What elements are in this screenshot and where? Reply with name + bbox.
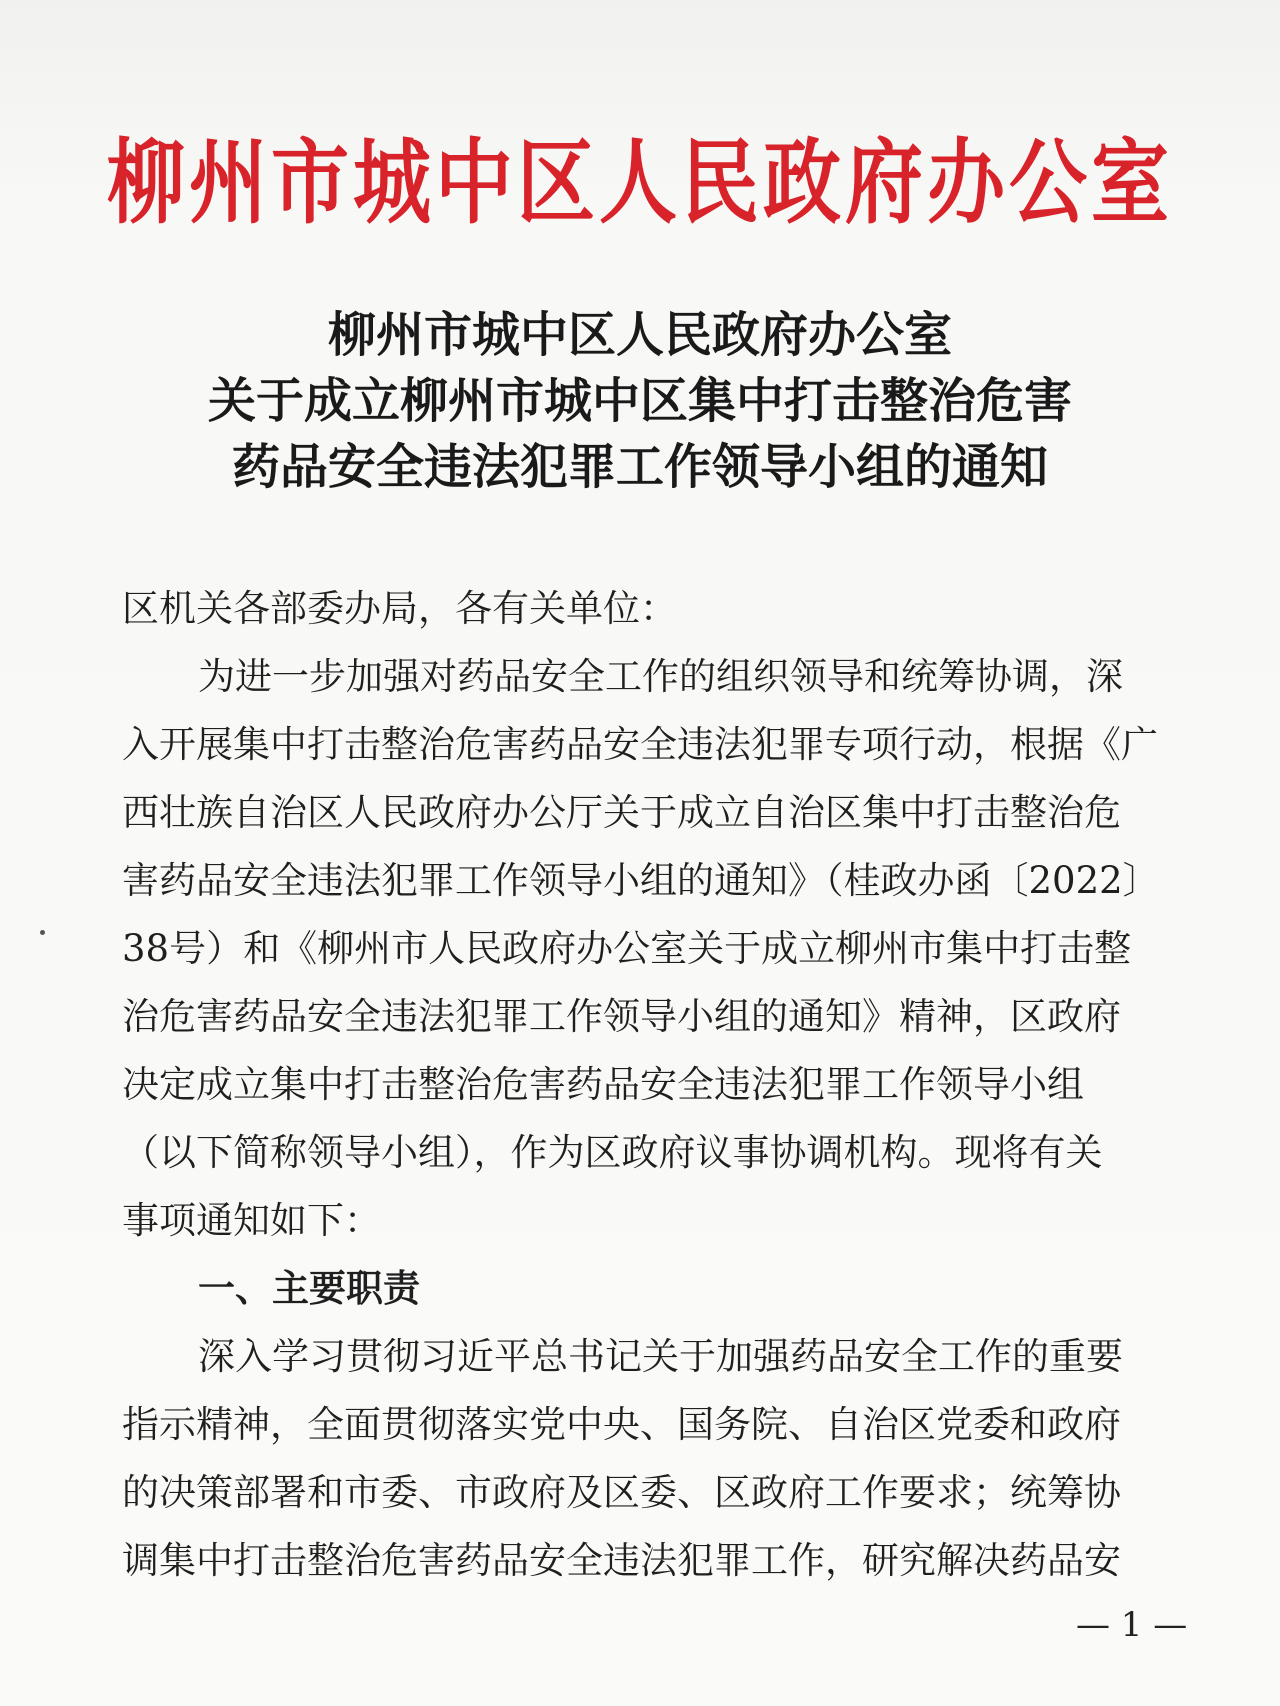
paragraph-line: 指示精神，全面贯彻落实党中央、国务院、自治区党委和政府 (122, 1403, 1121, 1446)
document-body (122, 575, 1178, 1595)
paragraph-line: 入开展集中打击整治危害药品安全违法犯罪专项行动，根据《广 (122, 723, 1158, 766)
paragraph-line: 西壮族自治区人民政府办公厅关于成立自治区集中打击整治危 (122, 791, 1121, 834)
paragraph-line: 治危害药品安全违法犯罪工作领导小组的通知》精神，区政府 (122, 995, 1121, 1038)
document-title-line-2: 关于成立柳州市城中区集中打击整治危害 (207, 373, 1072, 429)
section-heading: 一、主要职责 (198, 1267, 420, 1310)
paragraph-line: 调集中打击整治危害药品安全违法犯罪工作，研究解决药品安 (122, 1539, 1121, 1582)
salutation: 区机关各部委办局，各有关单位： (122, 587, 677, 630)
paragraph-line: 为进一步加强对药品安全工作的组织领导和统筹协调，深 (198, 655, 1123, 698)
paragraph-line: 的决策部署和市委、市政府及区委、区政府工作要求；统筹协 (122, 1471, 1121, 1514)
scan-speck (40, 930, 45, 935)
paragraph-line: 决定成立集中打击整治危害药品安全违法犯罪工作领导小组 (122, 1063, 1084, 1106)
document-title-line-1: 柳州市城中区人民政府办公室 (327, 307, 952, 363)
document-title (0, 302, 1280, 500)
paragraph-line: 38号）和《柳州市人民政府办公室关于成立柳州市集中打击整 (122, 927, 1132, 970)
document-title-line-3: 药品安全违法犯罪工作领导小组的通知 (231, 439, 1048, 495)
paragraph-line: （以下简称领导小组），作为区政府议事协调机构。现将有关 (122, 1131, 1103, 1174)
paragraph-line: 深入学习贯彻习近平总书记关于加强药品安全工作的重要 (198, 1335, 1123, 1378)
issuer-header: 柳州市城中区人民政府办公室 (106, 129, 1173, 238)
paragraph-line: 害药品安全违法犯罪工作领导小组的通知》（桂政办函〔2022〕 (122, 859, 1160, 902)
page-number: — 1 — (1076, 1605, 1188, 1645)
paragraph-line: 事项通知如下： (122, 1199, 381, 1242)
